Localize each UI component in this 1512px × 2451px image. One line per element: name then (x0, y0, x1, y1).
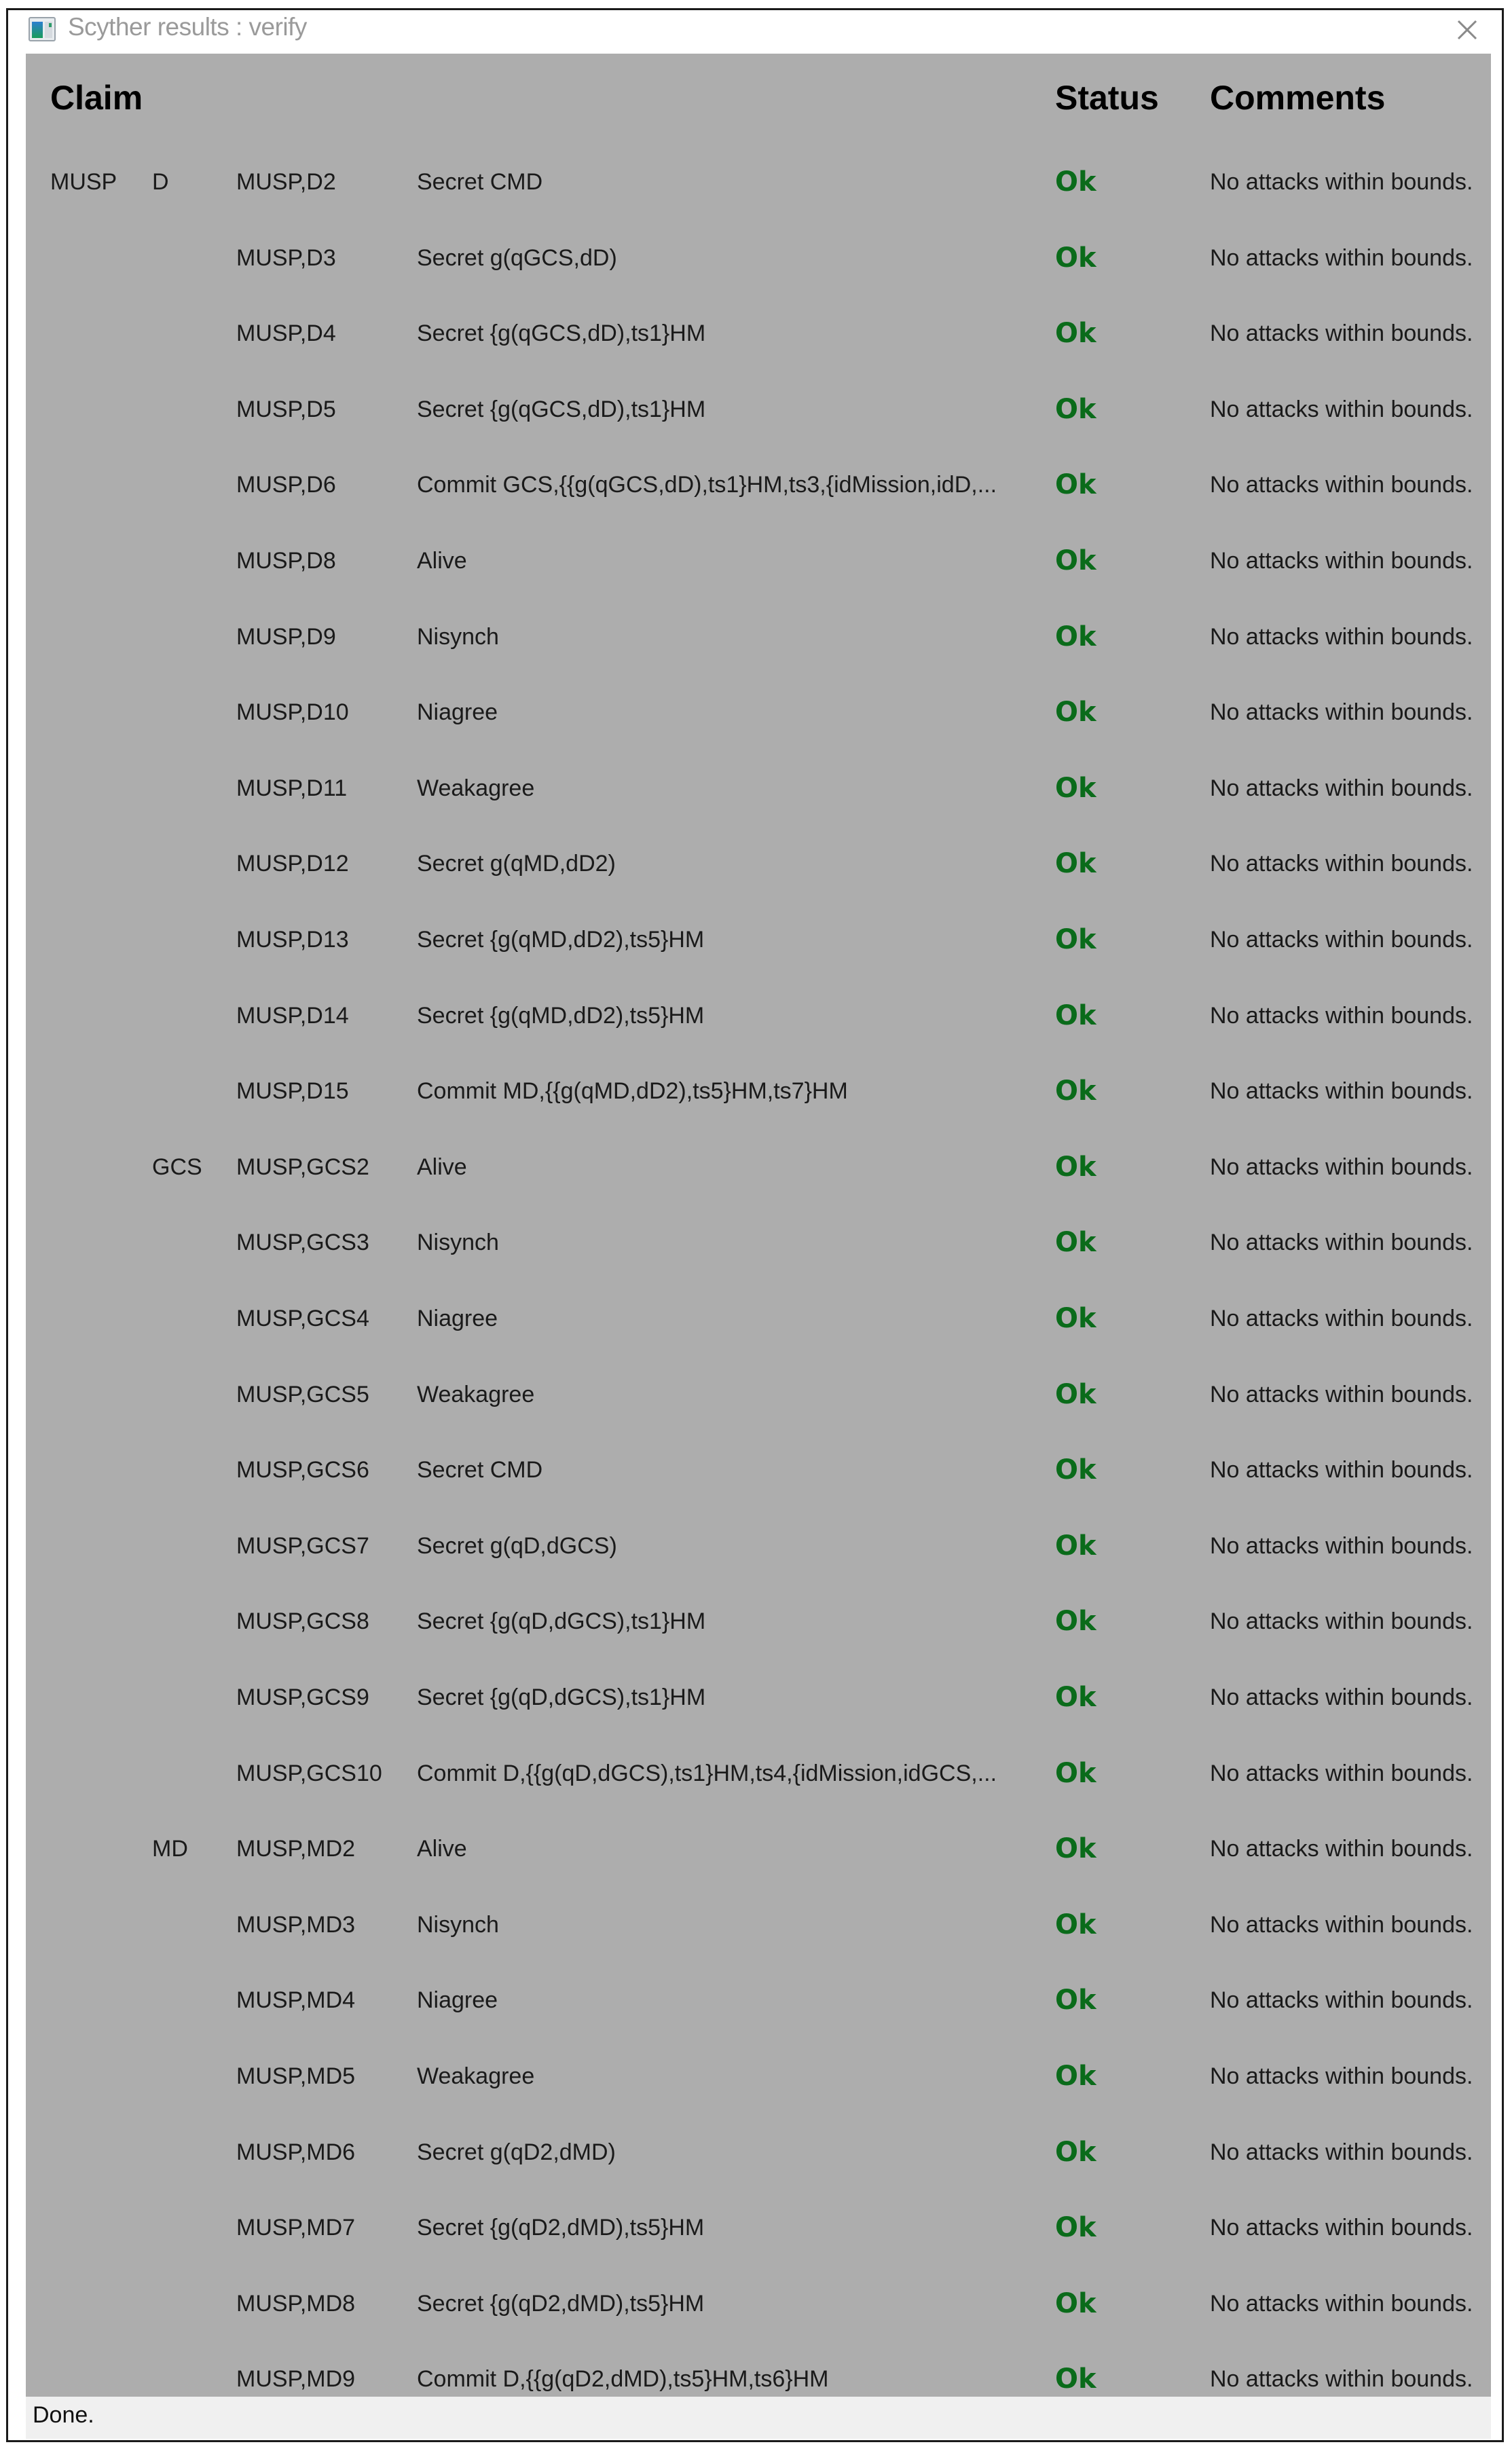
claim-id-cell: MUSP,D11 (236, 775, 348, 801)
table-row[interactable] (26, 1280, 1491, 1357)
table-row[interactable] (26, 1811, 1491, 1887)
claim-id-cell: MUSP,D14 (236, 1002, 349, 1029)
comment-cell: No attacks within bounds. (1210, 1760, 1473, 1786)
protocol-cell: MUSP (50, 169, 117, 195)
claim-id-cell: MUSP,D9 (236, 623, 336, 650)
claim-id-cell: MUSP,GCS8 (236, 1608, 369, 1635)
app-window-icon (29, 17, 56, 41)
claim-description-cell: Secret g(qGCS,dD) (417, 244, 617, 271)
claim-description-cell: Secret g(qMD,dD2) (417, 851, 616, 877)
status-cell: Ok (1055, 2287, 1096, 2319)
claim-id-cell: MUSP,MD9 (236, 2366, 356, 2393)
claim-id-cell: MUSP,D6 (236, 472, 336, 498)
table-row[interactable] (26, 1508, 1491, 1584)
status-cell: Ok (1055, 1606, 1096, 1638)
claim-description-cell: Weakagree (417, 2063, 535, 2089)
status-cell: Ok (1055, 1682, 1096, 1713)
status-cell: Ok (1055, 2363, 1096, 2395)
status-cell: Ok (1055, 924, 1096, 955)
comment-cell: No attacks within bounds. (1210, 1457, 1473, 1484)
claim-description-cell: Weakagree (417, 775, 535, 801)
table-row[interactable] (26, 144, 1491, 220)
claim-id-cell: MUSP,GCS7 (236, 1532, 369, 1559)
status-cell: Ok (1055, 2136, 1096, 2168)
status-cell: Ok (1055, 999, 1096, 1031)
claim-description-cell: Secret {g(qGCS,dD),ts1}HM (417, 396, 706, 422)
claim-id-cell: MUSP,MD6 (236, 2139, 356, 2165)
table-row[interactable] (26, 220, 1491, 296)
claim-id-cell: MUSP,D12 (236, 851, 349, 877)
header-claim: Claim (50, 79, 143, 117)
table-row[interactable] (26, 2038, 1491, 2114)
status-cell: Ok (1055, 1151, 1096, 1183)
role-cell: D (152, 169, 169, 195)
role-cell: GCS (152, 1154, 202, 1180)
comment-cell: No attacks within bounds. (1210, 1381, 1473, 1407)
claim-id-cell: MUSP,MD8 (236, 2290, 356, 2317)
table-row[interactable] (26, 1583, 1491, 1659)
comment-cell: No attacks within bounds. (1210, 1911, 1473, 1938)
table-row[interactable] (26, 1432, 1491, 1508)
status-cell: Ok (1055, 621, 1096, 652)
comment-cell: No attacks within bounds. (1210, 1987, 1473, 2014)
status-cell: Ok (1055, 1757, 1096, 1789)
claim-id-cell: MUSP,GCS5 (236, 1381, 369, 1407)
claim-id-cell: MUSP,MD7 (236, 2215, 356, 2241)
status-cell: Ok (1055, 318, 1096, 350)
claim-description-cell: Secret {g(qD2,dMD),ts5}HM (417, 2215, 705, 2241)
claim-id-cell: MUSP,D13 (236, 927, 349, 953)
table-row[interactable] (26, 978, 1491, 1054)
comment-cell: No attacks within bounds. (1210, 244, 1473, 271)
status-cell: Ok (1055, 545, 1096, 576)
claim-id-cell: MUSP,D10 (236, 699, 349, 726)
status-cell: Ok (1055, 772, 1096, 804)
status-cell: Ok (1055, 166, 1096, 198)
comment-cell: No attacks within bounds. (1210, 548, 1473, 574)
claim-description-cell: Secret {g(qD,dGCS),ts1}HM (417, 1684, 706, 1710)
comment-cell: No attacks within bounds. (1210, 1078, 1473, 1105)
status-cell: Ok (1055, 469, 1096, 501)
comment-cell: No attacks within bounds. (1210, 851, 1473, 877)
status-cell: Ok (1055, 848, 1096, 880)
claim-description-cell: Niagree (417, 1306, 498, 1331)
table-row[interactable] (26, 2190, 1491, 2266)
claim-description-cell: Commit D,{{g(qD2,dMD),ts5}HM,ts6}HM (417, 2366, 829, 2393)
claim-id-cell: MUSP,D8 (236, 548, 336, 574)
comment-cell: No attacks within bounds. (1210, 320, 1473, 347)
table-row[interactable] (26, 674, 1491, 750)
table-row[interactable] (26, 750, 1491, 826)
claim-description-cell: Secret {g(qD2,dMD),ts5}HM (417, 2290, 705, 2317)
claim-id-cell: MUSP,GCS3 (236, 1230, 369, 1256)
comment-cell: No attacks within bounds. (1210, 2215, 1473, 2241)
comment-cell: No attacks within bounds. (1210, 2290, 1473, 2317)
status-cell: Ok (1055, 1909, 1096, 1940)
claim-description-cell: Niagree (417, 699, 498, 726)
status-cell: Ok (1055, 1227, 1096, 1259)
claim-id-cell: MUSP,D2 (236, 169, 336, 195)
claim-id-cell: MUSP,D4 (236, 320, 336, 347)
header-status: Status (1055, 79, 1159, 117)
claim-id-cell: MUSP,GCS9 (236, 1684, 369, 1710)
claim-id-cell: MUSP,GCS10 (236, 1760, 382, 1786)
claim-description-cell: Secret {g(qGCS,dD),ts1}HM (417, 320, 706, 347)
comment-cell: No attacks within bounds. (1210, 169, 1473, 195)
status-cell: Ok (1055, 1985, 1096, 2016)
claim-description-cell: Secret g(qD2,dMD) (417, 2139, 616, 2165)
claim-id-cell: MUSP,MD3 (236, 1911, 356, 1938)
comment-cell: No attacks within bounds. (1210, 1230, 1473, 1256)
table-row[interactable] (26, 599, 1491, 675)
status-cell: Ok (1055, 1378, 1096, 1410)
comment-cell: No attacks within bounds. (1210, 775, 1473, 801)
claim-description-cell: Commit MD,{{g(qMD,dD2),ts5}HM,ts7}HM (417, 1078, 848, 1105)
comment-cell: No attacks within bounds. (1210, 1608, 1473, 1635)
comment-cell: No attacks within bounds. (1210, 1306, 1473, 1331)
header-comments: Comments (1210, 79, 1386, 117)
table-row[interactable] (26, 1204, 1491, 1280)
claim-id-cell: MUSP,GCS6 (236, 1457, 369, 1484)
claim-description-cell: Weakagree (417, 1381, 535, 1407)
comment-cell: No attacks within bounds. (1210, 699, 1473, 726)
claim-description-cell: Alive (417, 1836, 467, 1862)
claim-description-cell: Secret {g(qMD,dD2),ts5}HM (417, 927, 705, 953)
table-row[interactable] (26, 2114, 1491, 2190)
status-cell: Ok (1055, 1075, 1096, 1107)
close-button[interactable] (1452, 14, 1483, 45)
table-row[interactable] (26, 902, 1491, 978)
status-cell: Ok (1055, 1454, 1096, 1486)
comment-cell: No attacks within bounds. (1210, 472, 1473, 498)
claim-description-cell: Nisynch (417, 1911, 499, 1938)
close-icon (1452, 14, 1483, 45)
status-text: Done. (33, 2402, 94, 2428)
table-row[interactable] (26, 1053, 1491, 1129)
claim-description-cell: Secret g(qD,dGCS) (417, 1532, 617, 1559)
status-cell: Ok (1055, 242, 1096, 274)
table-row[interactable] (26, 1962, 1491, 2038)
status-cell: Ok (1055, 2061, 1096, 2092)
title-bar[interactable] (8, 10, 1502, 52)
table-row[interactable] (26, 1357, 1491, 1433)
claim-id-cell: MUSP,MD5 (236, 2063, 356, 2089)
status-cell: Ok (1055, 1303, 1096, 1334)
status-cell: Ok (1055, 1833, 1096, 1865)
comment-cell: No attacks within bounds. (1210, 927, 1473, 953)
window-title: Scyther results : verify (68, 13, 307, 41)
comment-cell: No attacks within bounds. (1210, 1532, 1473, 1559)
claim-description-cell: Secret {g(qMD,dD2),ts5}HM (417, 1002, 705, 1029)
comment-cell: No attacks within bounds. (1210, 1836, 1473, 1862)
comment-cell: No attacks within bounds. (1210, 1154, 1473, 1180)
table-row[interactable] (26, 447, 1491, 523)
comment-cell: No attacks within bounds. (1210, 1684, 1473, 1710)
table-row[interactable] (26, 1129, 1491, 1205)
claim-id-cell: MUSP,MD2 (236, 1836, 356, 1862)
status-cell: Ok (1055, 1530, 1096, 1562)
table-row[interactable] (26, 1887, 1491, 1963)
table-row[interactable] (26, 826, 1491, 902)
claim-description-cell: Secret CMD (417, 1457, 543, 1484)
comment-cell: No attacks within bounds. (1210, 396, 1473, 422)
results-table (26, 54, 1491, 2397)
claim-id-cell: MUSP,MD4 (236, 1987, 356, 2014)
claim-description-cell: Secret CMD (417, 169, 543, 195)
comment-cell: No attacks within bounds. (1210, 1002, 1473, 1029)
claim-description-cell: Commit D,{{g(qD,dGCS),ts1}HM,ts4,{idMission,idGCS,... (417, 1760, 997, 1786)
claim-description-cell: Niagree (417, 1987, 498, 2014)
table-row[interactable] (26, 523, 1491, 599)
claim-description-cell: Nisynch (417, 623, 499, 650)
status-cell: Ok (1055, 2212, 1096, 2244)
claim-id-cell: MUSP,GCS2 (236, 1154, 369, 1180)
claim-id-cell: MUSP,D15 (236, 1078, 349, 1105)
table-row[interactable] (26, 1735, 1491, 1811)
claim-id-cell: MUSP,D5 (236, 396, 336, 422)
comment-cell: No attacks within bounds. (1210, 623, 1473, 650)
comment-cell: No attacks within bounds. (1210, 2366, 1473, 2393)
comment-cell: No attacks within bounds. (1210, 2063, 1473, 2089)
status-cell: Ok (1055, 393, 1096, 425)
claim-description-cell: Nisynch (417, 1230, 499, 1256)
table-row[interactable] (26, 2266, 1491, 2342)
table-row[interactable] (26, 295, 1491, 371)
claim-description-cell: Secret {g(qD,dGCS),ts1}HM (417, 1608, 706, 1635)
role-cell: MD (152, 1836, 188, 1862)
claim-description-cell: Commit GCS,{{g(qGCS,dD),ts1}HM,ts3,{idMission,idD,... (417, 472, 997, 498)
claim-description-cell: Alive (417, 1154, 467, 1180)
comment-cell: No attacks within bounds. (1210, 2139, 1473, 2165)
claim-id-cell: MUSP,GCS4 (236, 1306, 369, 1331)
status-bar (26, 2397, 1491, 2439)
results-window (6, 8, 1504, 2442)
table-row[interactable] (26, 371, 1491, 447)
claim-id-cell: MUSP,D3 (236, 244, 336, 271)
claim-description-cell: Alive (417, 548, 467, 574)
table-row[interactable] (26, 1659, 1491, 1735)
status-cell: Ok (1055, 697, 1096, 729)
